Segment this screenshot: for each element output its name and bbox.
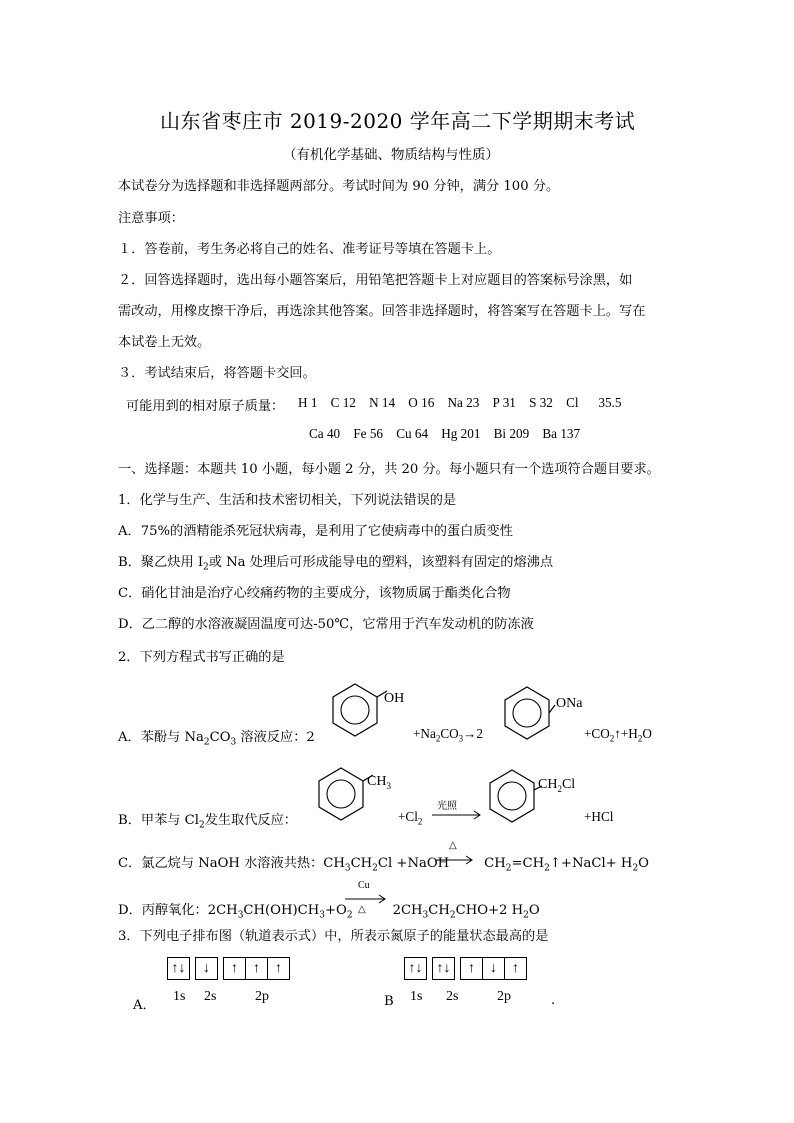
q2-stem: 2．下列方程式书写正确的是 [118,650,285,665]
atomic-mass-label: 可能用到的相对原子质量： [126,399,285,414]
q1-option-b [118,551,553,573]
t: CH [484,856,506,871]
toluene-ch3 [367,774,391,791]
t: O [638,856,649,871]
mass-cl-value: 35.5 [598,395,622,410]
sub: 2 [372,863,378,874]
sub: 3 [458,733,464,744]
sub: 2 [449,910,456,921]
orbital-2p-3: ↑ [268,957,290,980]
t: CHO+2 H [455,903,524,918]
notice-2c: 本试卷上无效。 [118,335,211,350]
notice-2a: ２．回答选择题时，选出每小题答案后，用铅笔把答题卡上对应题目的答案标号涂黑，如 [118,273,633,288]
q1-option-d: D．乙二醇的水溶液凝固温度可达-50℃，它常用于汽车发动机的防冻液 [118,617,534,632]
t: O [642,726,652,741]
t: +O [324,903,347,918]
sub: 3 [386,780,391,791]
mass-o: O 16 [408,395,435,410]
page-title: 山东省枣庄市 2019-2020 学年高二下学期期末考试 [160,109,636,133]
orbital-2p-1: ↑ [223,957,246,980]
t: 发生取代反应： [204,813,297,828]
t: CH [367,774,387,789]
t: CH(OH)CH [243,903,320,918]
q2-b-hcl: +HCl [584,809,614,824]
sub: 2 [417,816,423,827]
sub: 2 [435,733,441,744]
benzyl-chloride-structure [482,766,542,826]
t: +CO [584,726,610,741]
sub: 3 [237,910,244,921]
orbital-2s: ↓ [195,957,218,980]
sub: 3 [319,910,325,921]
t: ↑+H [614,726,638,741]
q2-option-b-label [118,809,297,831]
reaction-arrow-c [436,853,474,867]
mass-s: S 32 [529,395,553,410]
sub: 3 [422,910,429,921]
mass-h: H 1 [298,395,318,410]
page-subtitle: （有机化学基础、物质结构与性质） [283,147,499,163]
q1-b-sub: 2 [203,562,209,573]
trailing-dot: . [551,993,556,1008]
reaction-arrow-b [432,808,482,822]
t: CH [350,856,373,871]
mass-na: Na 23 [447,395,480,410]
sub: 2 [637,733,643,744]
t: C．氯乙烷与 NaOH 水溶液共热：CH [118,856,345,871]
atomic-mass-row-2 [309,426,580,442]
orbital-label-a-2s: 2s [204,989,217,1004]
q2-a-text: CO [209,730,231,745]
orbital-2p-1: ↑ [460,957,483,980]
benzyl-ch2cl [538,777,575,794]
orbital-label-b-1s: 1s [410,989,423,1004]
phenoxide-ona: ONa [556,696,583,711]
intro-line: 本试卷分为选择题和非选择题两部分。考试时间为 90 分钟，满分 100 分。 [118,179,560,194]
mass-bi: Bi 209 [493,426,530,441]
sub: 2 [203,737,210,748]
mass-p: P 31 [492,395,516,410]
sub: 2 [505,863,512,874]
orbital-label-a-2p: 2p [255,989,269,1004]
t: Cl [561,777,576,792]
q2-option-d [118,899,540,921]
toluene-structure [311,764,371,824]
atomic-mass-row-1 [298,395,621,411]
t: CH [538,777,558,792]
orbital-label-b-2s: 2s [446,989,459,1004]
notice-2b: 需改动，用橡皮擦干净后，再选涂其他答案。回答非选择题时，将答案写在答题卡上。写在 [118,304,646,319]
sub: 2 [544,863,550,874]
phenol-structure [325,680,385,740]
sub: 2 [523,910,529,921]
q2-a-text: A．苯酚与 Na [118,730,204,745]
q2-option-c [118,852,649,874]
orbital-label-a-1s: 1s [173,989,186,1004]
reaction-arrow-d [345,892,387,906]
orbital-2p-group [460,957,527,980]
q2-a-middle [413,726,483,744]
t: D．丙醇氧化：2CH [118,903,238,918]
orbital-diagram-b [404,957,527,980]
notice-3: ３．考试结束后，将答题卡交回。 [118,366,316,381]
orbital-2p-2: ↓ [483,957,505,980]
orbital-2p-group [223,957,290,980]
mass-hg: Hg 201 [441,426,481,441]
t: +Na [413,726,436,741]
phenol-oh: OH [384,691,405,706]
orbital-2s: ↑↓ [432,957,455,980]
sub: 2 [609,733,615,744]
heat-symbol-c: △ [449,840,457,851]
q2-a-end [584,726,652,744]
mass-cu: Cu 64 [396,426,429,441]
sodium-phenoxide-structure [497,683,557,743]
light-condition: 光照 [437,801,457,812]
mass-fe: Fe 56 [353,426,383,441]
orbital-2p-2: ↑ [246,957,268,980]
q1-option-c: C．硝化甘油是治疗心绞痛药物的主要成分，该物质属于酯类化合物 [118,586,511,601]
q3-stem: 3．下列电子排布图（轨道表示式）中，所表示氮原子的能量状态最高的是 [118,929,549,944]
t: CH [428,903,450,918]
q1-b-post: 或 Na 处理后可形成能导电的塑料，该塑料有固定的熔沸点 [208,555,554,570]
q1-option-a: A．75%的酒精能杀死冠状病毒，是利用了它使病毒中的蛋白质变性 [118,524,513,539]
sub: 2 [557,783,562,794]
catalyst-cu: Cu [358,880,370,891]
orbital-diagram-a [167,957,290,980]
notice-1: １．答卷前，考生务必将自己的姓名、准考证号等填在答题卡上。 [118,242,501,257]
q1-stem: 1．化学与生产、生活和技术密切相关，下列说法错误的是 [118,493,457,508]
orbital-label-b-2p: 2p [497,989,511,1004]
t: O [528,903,540,918]
q3-option-b-label: B [384,994,394,1009]
mass-ba: Ba 137 [542,426,581,441]
heat-symbol-d: △ [358,904,366,915]
mass-c: C 12 [330,395,356,410]
sub: 3 [344,863,351,874]
orbital-1s: ↑↓ [167,957,190,980]
q1-b-pre: B．聚乙炔用 I [118,555,204,570]
t: Cl +NaOH [377,856,450,871]
t: CO [440,726,459,741]
q2-a-text: 溶液反应：2 [236,730,315,745]
mass-cl: Cl [566,395,579,410]
t: 2CH [392,903,423,918]
sub: 3 [230,737,237,748]
mass-n: N 14 [369,395,396,410]
orbital-1s: ↑↓ [404,957,427,980]
q2-b-cl2 [398,809,422,827]
notice-heading: 注意事项： [118,211,184,226]
orbital-2p-3: ↑ [505,957,527,980]
sub: 2 [346,910,353,921]
t: +Cl [398,809,418,824]
q2-option-a-label [118,726,315,748]
t: →2 [463,726,483,741]
mass-ca: Ca 40 [309,426,341,441]
t: B．甲苯与 Cl [118,813,199,828]
t: =CH [511,856,545,871]
q3-option-a-label: A． [133,998,156,1013]
sub: 2 [198,820,205,831]
t: ↑+NaCl+ H [549,856,633,871]
section-heading: 一、选择题：本题共 10 小题，每小题 2 分，共 20 分。每小题只有一个选项符合题目要求。 [118,462,660,477]
sub: 2 [632,863,639,874]
